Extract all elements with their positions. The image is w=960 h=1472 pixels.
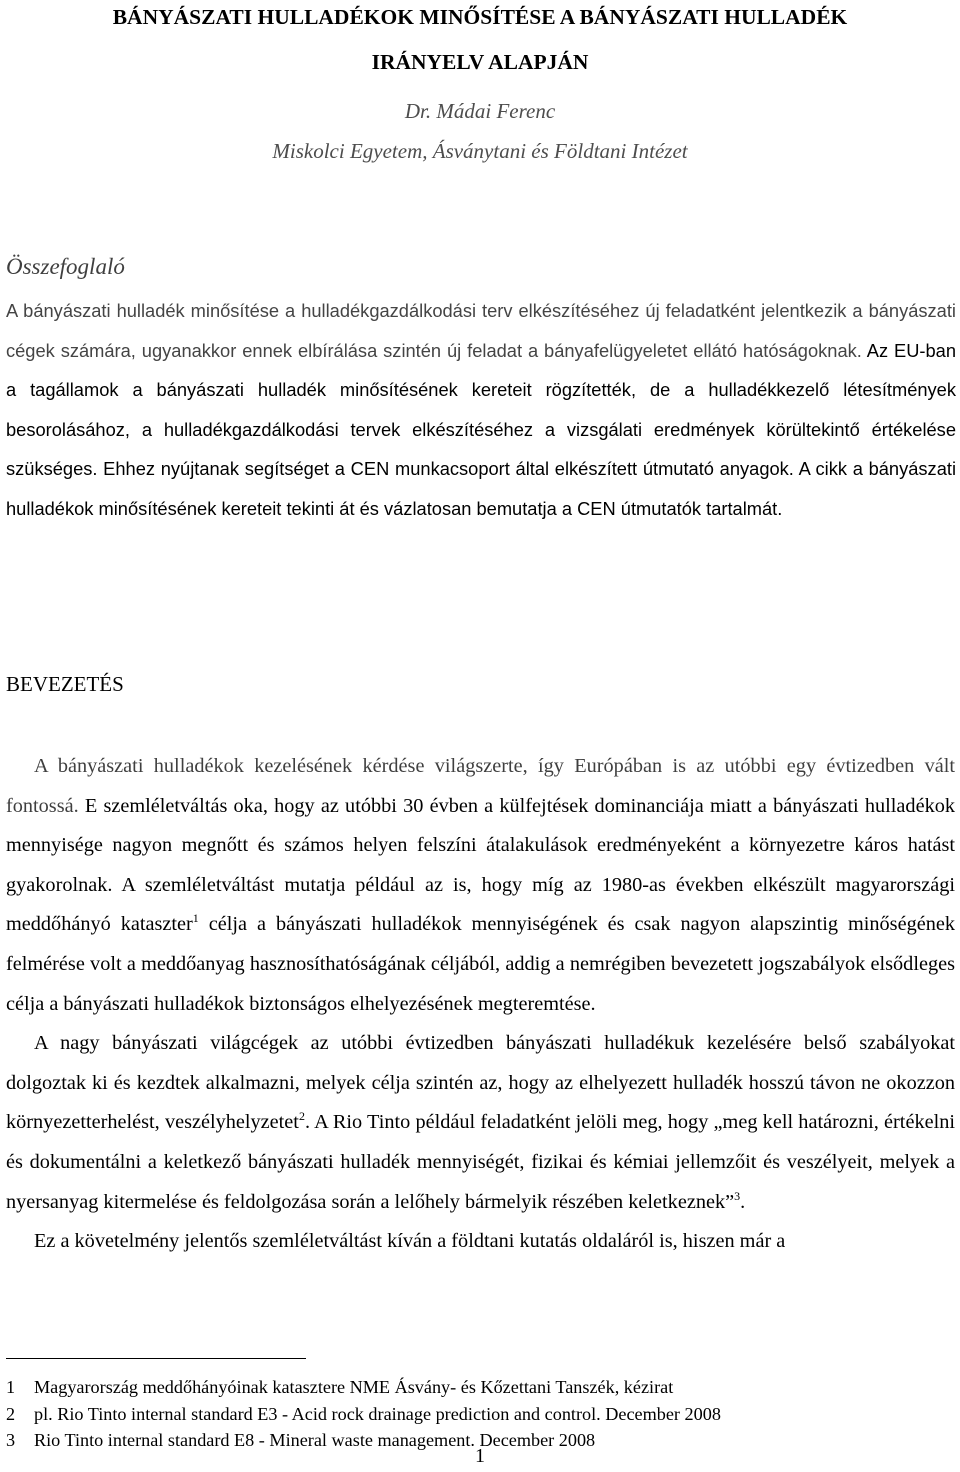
footnote-1	[6, 1374, 721, 1401]
footnote-ref-1: 1	[192, 911, 199, 926]
p1-part-c: célja a bányászati hulladékok mennyiségének és csak nagyon alapszintig minőségének felmérése volt a meddőanyag hasznosíthatóságának céljából, addig a nemrégiben bevezetett jogszabályok elsődleges célja a bányászati hulladékok biztonságos elhelyezésének megteremtése.	[6, 913, 955, 1015]
footnote-number: 2	[6, 1403, 16, 1424]
abstract-heading: Összefoglaló	[6, 254, 125, 279]
p1-part-a: A bányászati hulladékok kezelésének kérdése világszerte, így Európában is az utóbbi egy évtizedben vált fontossá.	[6, 755, 955, 817]
footnote-text: Magyarország meddőhányóinak katasztere NME Ásvány- és Kőzettani Tanszék, kézirat	[34, 1377, 674, 1397]
p2-part-b: . A Rio Tinto például feladatként jelöli meg, hogy „meg kell határozni, értékelni és dokumentálni a keletkező bányászati hulladék mennyiségét, fizikai és kémiai jellemzőit és veszélyeit, melyek a nyersanyag kitermelése és feldolgozása során a lelőhely bármelyik részében keletkeznek”	[6, 1111, 955, 1213]
abstract-part-2: Az EU-ban a tagállamok a bányászati hulladék minősítésének kereteit rögzítették, de a hulladékkezelő létesítmények besorolásához, a hulladékgazdálkodási tervek elkészítéséhez a vizsgálati eredmények körültekintő értékelése szükséges. Ehhez nyújtanak segítséget a CEN munkacsoport által elkészített útmutató anyagok. A cikk a bányászati hulladékok minősítésének kereteit tekinti át és vázlatosan bemutatja a CEN útmutatók tartalmát.	[6, 339, 956, 519]
footnotes	[6, 1374, 721, 1454]
footnote-number: 1	[6, 1377, 16, 1397]
document-title	[0, 1, 960, 78]
author-name: Mádai Ferenc	[436, 99, 556, 123]
p2-part-c: .	[740, 1190, 746, 1213]
footnote-number: 3	[6, 1430, 16, 1450]
p2-part-a: A nagy bányászati világcégek az utóbbi évtizedben bányászati hulladékuk kezelésére belső szabályokat dolgoztak ki és kezdtek alkalmazni, melyek célja szintén az, hogy az elhelyezett hulladék hosszú távon ne okozzon környezetterhelést, veszélyhelyzetet	[6, 1032, 955, 1134]
paragraph-3: Ez a követelmény jelentős szemléletváltást kíván a földtani kutatás oldaláról is, hiszen már a	[34, 1230, 786, 1253]
title-line-2: IRÁNYELV ALAPJÁN	[371, 50, 589, 74]
paragraph-1	[6, 747, 955, 1024]
author	[0, 99, 960, 124]
author-affiliation: Miskolci Egyetem, Ásványtani és Földtani Intézet	[272, 139, 688, 163]
page-number: 1	[475, 1445, 485, 1467]
title-line-1: BÁNYÁSZATI HULLADÉKOK MINŐSÍTÉSE A BÁNYÁSZATI HULLADÉK	[112, 5, 848, 29]
paragraph-2	[6, 1024, 955, 1222]
abstract-text	[6, 291, 956, 528]
footnote-text: pl. Rio Tinto internal standard E3 - Acid rock drainage prediction and control. December 2008	[34, 1403, 721, 1424]
footnote-ref-3: 3	[734, 1188, 741, 1203]
abstract-part-1: A bányászati hulladék minősítése a hulladékgazdálkodási terv elkészítéséhez új feladatként jelentkezik a bányászati cégek számára, ugyanakkor ennek elbírálása szintén új feladat a bányafelügyeletet ellátó hatóságoknak.	[6, 300, 956, 361]
body-text	[6, 747, 955, 1262]
footnote-divider	[6, 1358, 306, 1359]
author-prefix: Dr.	[404, 99, 437, 123]
section-heading: BEVEZETÉS	[6, 672, 124, 696]
footnote-text: Rio Tinto internal standard E8 - Mineral waste management. December 2008	[34, 1430, 596, 1450]
p1-part-b: E szemléletváltás oka, hogy az utóbbi 30 évben a külfejtések dominanciája miatt a bányászati hulladékok mennyisége nagyon megnőtt és számos helyen felszíni átalakulások eredményeként a környezetre káros hatást gyakorolnak. A szemléletváltást mutatja például az is, hogy míg az 1980-as években elkészült magyarországi meddőhányó kataszter	[6, 794, 955, 936]
footnote-ref-2: 2	[298, 1109, 305, 1124]
footnote-2	[6, 1401, 721, 1428]
